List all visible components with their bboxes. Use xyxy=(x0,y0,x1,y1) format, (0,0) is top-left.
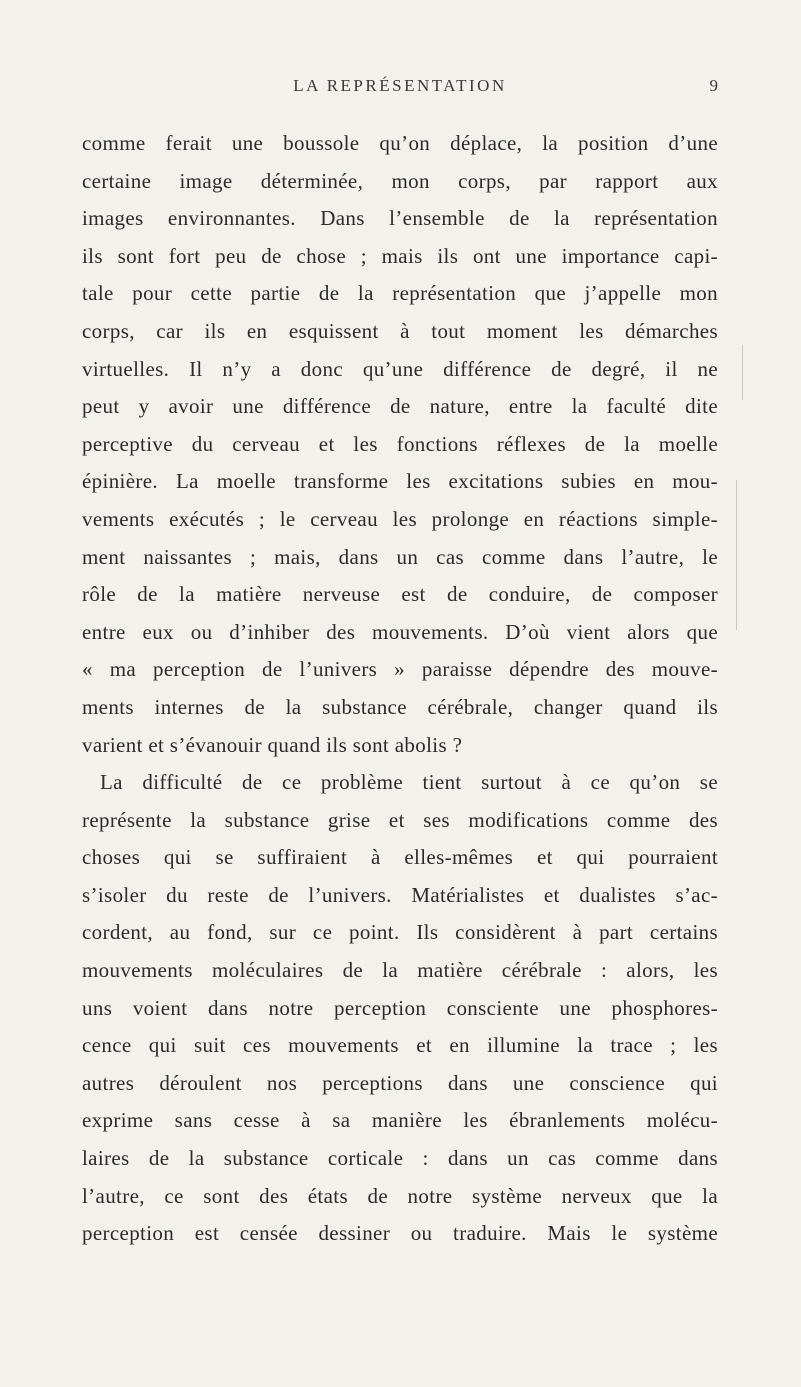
text-line: virtuelles. Il n’y a donc qu’une différence de degré, il ne xyxy=(82,356,718,381)
running-head xyxy=(82,76,718,106)
text-line: autres déroulent nos perceptions dans une conscience qui xyxy=(82,1070,718,1095)
text-line: entre eux ou d’inhiber des mouvements. D’où vient alors que xyxy=(82,619,718,644)
text-line: perceptive du cerveau et les fonctions réflexes de la moelle xyxy=(82,431,718,456)
text-line: « ma perception de l’univers » paraisse dépendre des mouve- xyxy=(82,657,718,682)
text-line: choses qui se suffiraient à elles-mêmes et qui pourraient xyxy=(82,845,718,870)
text-line: rôle de la matière nerveuse est de conduire, de composer xyxy=(82,582,718,607)
text-line: comme ferait une boussole qu’on déplace, la position d’une xyxy=(82,131,718,155)
text-line: mouvements moléculaires de la matière cérébrale : alors, les xyxy=(82,958,718,983)
text-line: varient et s’évanouir quand ils sont abolis ? xyxy=(82,732,463,757)
margin-mark xyxy=(742,345,743,400)
body-text xyxy=(82,125,718,1253)
text-line: ils sont fort peu de chose ; mais ils ont une importance capi- xyxy=(82,243,718,268)
margin-mark xyxy=(736,480,737,630)
text-line: certaine image déterminée, mon corps, par rapport aux xyxy=(82,168,718,193)
text-line: épinière. La moelle transforme les excitations subies en mou- xyxy=(82,469,718,494)
text-line: s’isoler du reste de l’univers. Matérialistes et dualistes s’ac- xyxy=(82,882,718,907)
text-line: exprime sans cesse à sa manière les ébranlements molécu- xyxy=(82,1108,718,1133)
text-line: laires de la substance corticale : dans un cas comme dans xyxy=(82,1146,718,1171)
text-line: tale pour cette partie de la représentation que j’appelle mon xyxy=(82,281,718,306)
text-line: peut y avoir une différence de nature, entre la faculté dite xyxy=(82,394,718,419)
text-line: corps, car ils en esquissent à tout moment les démarches xyxy=(82,318,718,343)
text-line: représente la substance grise et ses modifications comme des xyxy=(82,807,718,832)
running-title: LA REPRÉSENTATION xyxy=(293,76,507,95)
text-line: vements exécutés ; le cerveau les prolonge en réactions simple- xyxy=(82,506,718,531)
text-line: uns voient dans notre perception consciente une phosphores- xyxy=(82,995,718,1020)
text-line: cordent, au fond, sur ce point. Ils considèrent à part certains xyxy=(82,920,718,945)
text-line: La difficulté de ce problème tient surtout à ce qu’on se xyxy=(100,770,718,795)
text-line: l’autre, ce sont des états de notre système nerveux que la xyxy=(82,1183,718,1208)
text-line: ments internes de la substance cérébrale, changer quand ils xyxy=(82,694,718,719)
text-line: perception est censée dessiner ou traduire. Mais le système xyxy=(82,1221,718,1246)
text-line: cence qui suit ces mouvements et en illumine la trace ; les xyxy=(82,1033,718,1058)
text-line: ment naissantes ; mais, dans un cas comme dans l’autre, le xyxy=(82,544,718,569)
page-number: 9 xyxy=(709,76,718,95)
text-line: images environnantes. Dans l’ensemble de la représentation xyxy=(82,206,718,231)
